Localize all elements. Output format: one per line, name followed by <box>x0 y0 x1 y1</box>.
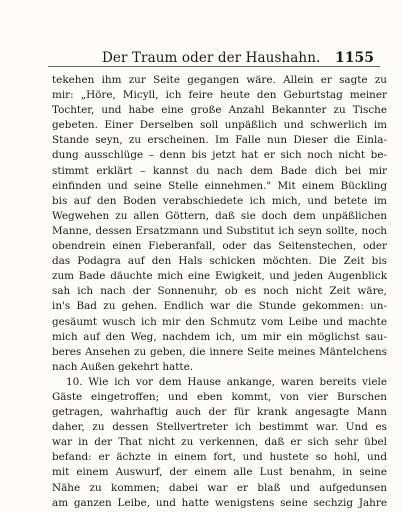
text-line: bis auf den Boden verabschiedete ich mich, und betete im <box>52 194 387 207</box>
text-line: dung ausschlüge – denn bis jetzt hat er sich noch nicht be- <box>52 149 387 162</box>
text-line: war in der That nicht zu verkennen, daß er sich sehr übel <box>52 436 387 449</box>
text-line: Gäste eingetroffen; und eben kommt, von vier Burschen <box>52 390 387 403</box>
text-line: Wegwehen zu allen Göttern, daß sie doch dem unpäßlichen <box>52 209 387 222</box>
text-line: in's Bad zu gehen. Endlich war die Stunde gekommen: un- <box>52 300 387 313</box>
text-line: befand: er ächzte in einem fort, und hustete so hohl, und <box>52 451 387 464</box>
text-line: nach Außen gekehrt hatte. <box>52 360 194 373</box>
text-line: einfinden und seine Stelle einnehmen." Mit einem Bückling <box>52 179 387 192</box>
text-line: Stande seyn, zu erscheinen. Im Falle nun Dieser die Einla- <box>52 134 387 147</box>
text-line: stimmt erklärt – kannst du nach dem Bade dich bei mir <box>52 164 387 177</box>
text-line: obendrein einen Fieberanfall, oder das Seitenstechen, oder <box>52 240 387 253</box>
text-line: tekehen ihm zur Seite gegangen wäre. Allein er sagte zu <box>52 74 387 86</box>
body-text <box>52 73 387 511</box>
text-line: zum Bade däuchte mich eine Ewigkeit, und jeden Augenblick <box>52 270 387 283</box>
paragraph-start-line: 10. Wie ich vor dem Hause ankange, waren bereits viele <box>66 375 387 388</box>
text-line: mit einem Auswurf, der einem alle Lust benahm, in seine <box>52 466 387 479</box>
text-line: mir: „Höre, Micyll, ich feire heute den Geburtstag meiner <box>52 89 387 102</box>
text-line: sah ich nach der Sonnenuhr, ob es noch nicht Zeit wäre, <box>52 285 387 298</box>
text-line: mich auf den Weg, nachdem ich, um mir ein möglichst sau- <box>52 330 387 343</box>
running-title: Der Traum oder der Haushahn. <box>102 50 321 66</box>
text-line: getragen, wahrhaftig auch der für krank angesagte Mann <box>52 406 387 419</box>
text-line: daher, zu dessen Stellvertreter ich bestimmt war. Und es <box>52 421 387 434</box>
text-line: Nähe zu kommen; dabei war er blaß und aufgedunsen <box>52 481 387 494</box>
text-line: das Podagra auf den Hals schicken möchten. Die Zeit bis <box>52 255 387 268</box>
text-line: Manne, dessen Ersatzmann und Substitut ich seyn sollte, noch <box>52 224 387 237</box>
text-line: beres Ansehen zu geben, die innere Seite meines Mäntelchens <box>52 345 387 358</box>
text-line: Tochter, und habe eine große Anzahl Bekannter zu Tische <box>52 104 387 117</box>
header-rule <box>48 66 380 67</box>
page-number: 1155 <box>335 50 374 66</box>
text-line: gebeten. Einer Derselben soll unpäßlich und schwerlich im <box>52 119 387 132</box>
text-line: gesäumt wusch ich mir den Schmutz vom Leibe und machte <box>52 315 387 328</box>
text-line: am ganzen Leibe, und hatte wenigstens seine sechzig Jahre <box>52 496 387 509</box>
